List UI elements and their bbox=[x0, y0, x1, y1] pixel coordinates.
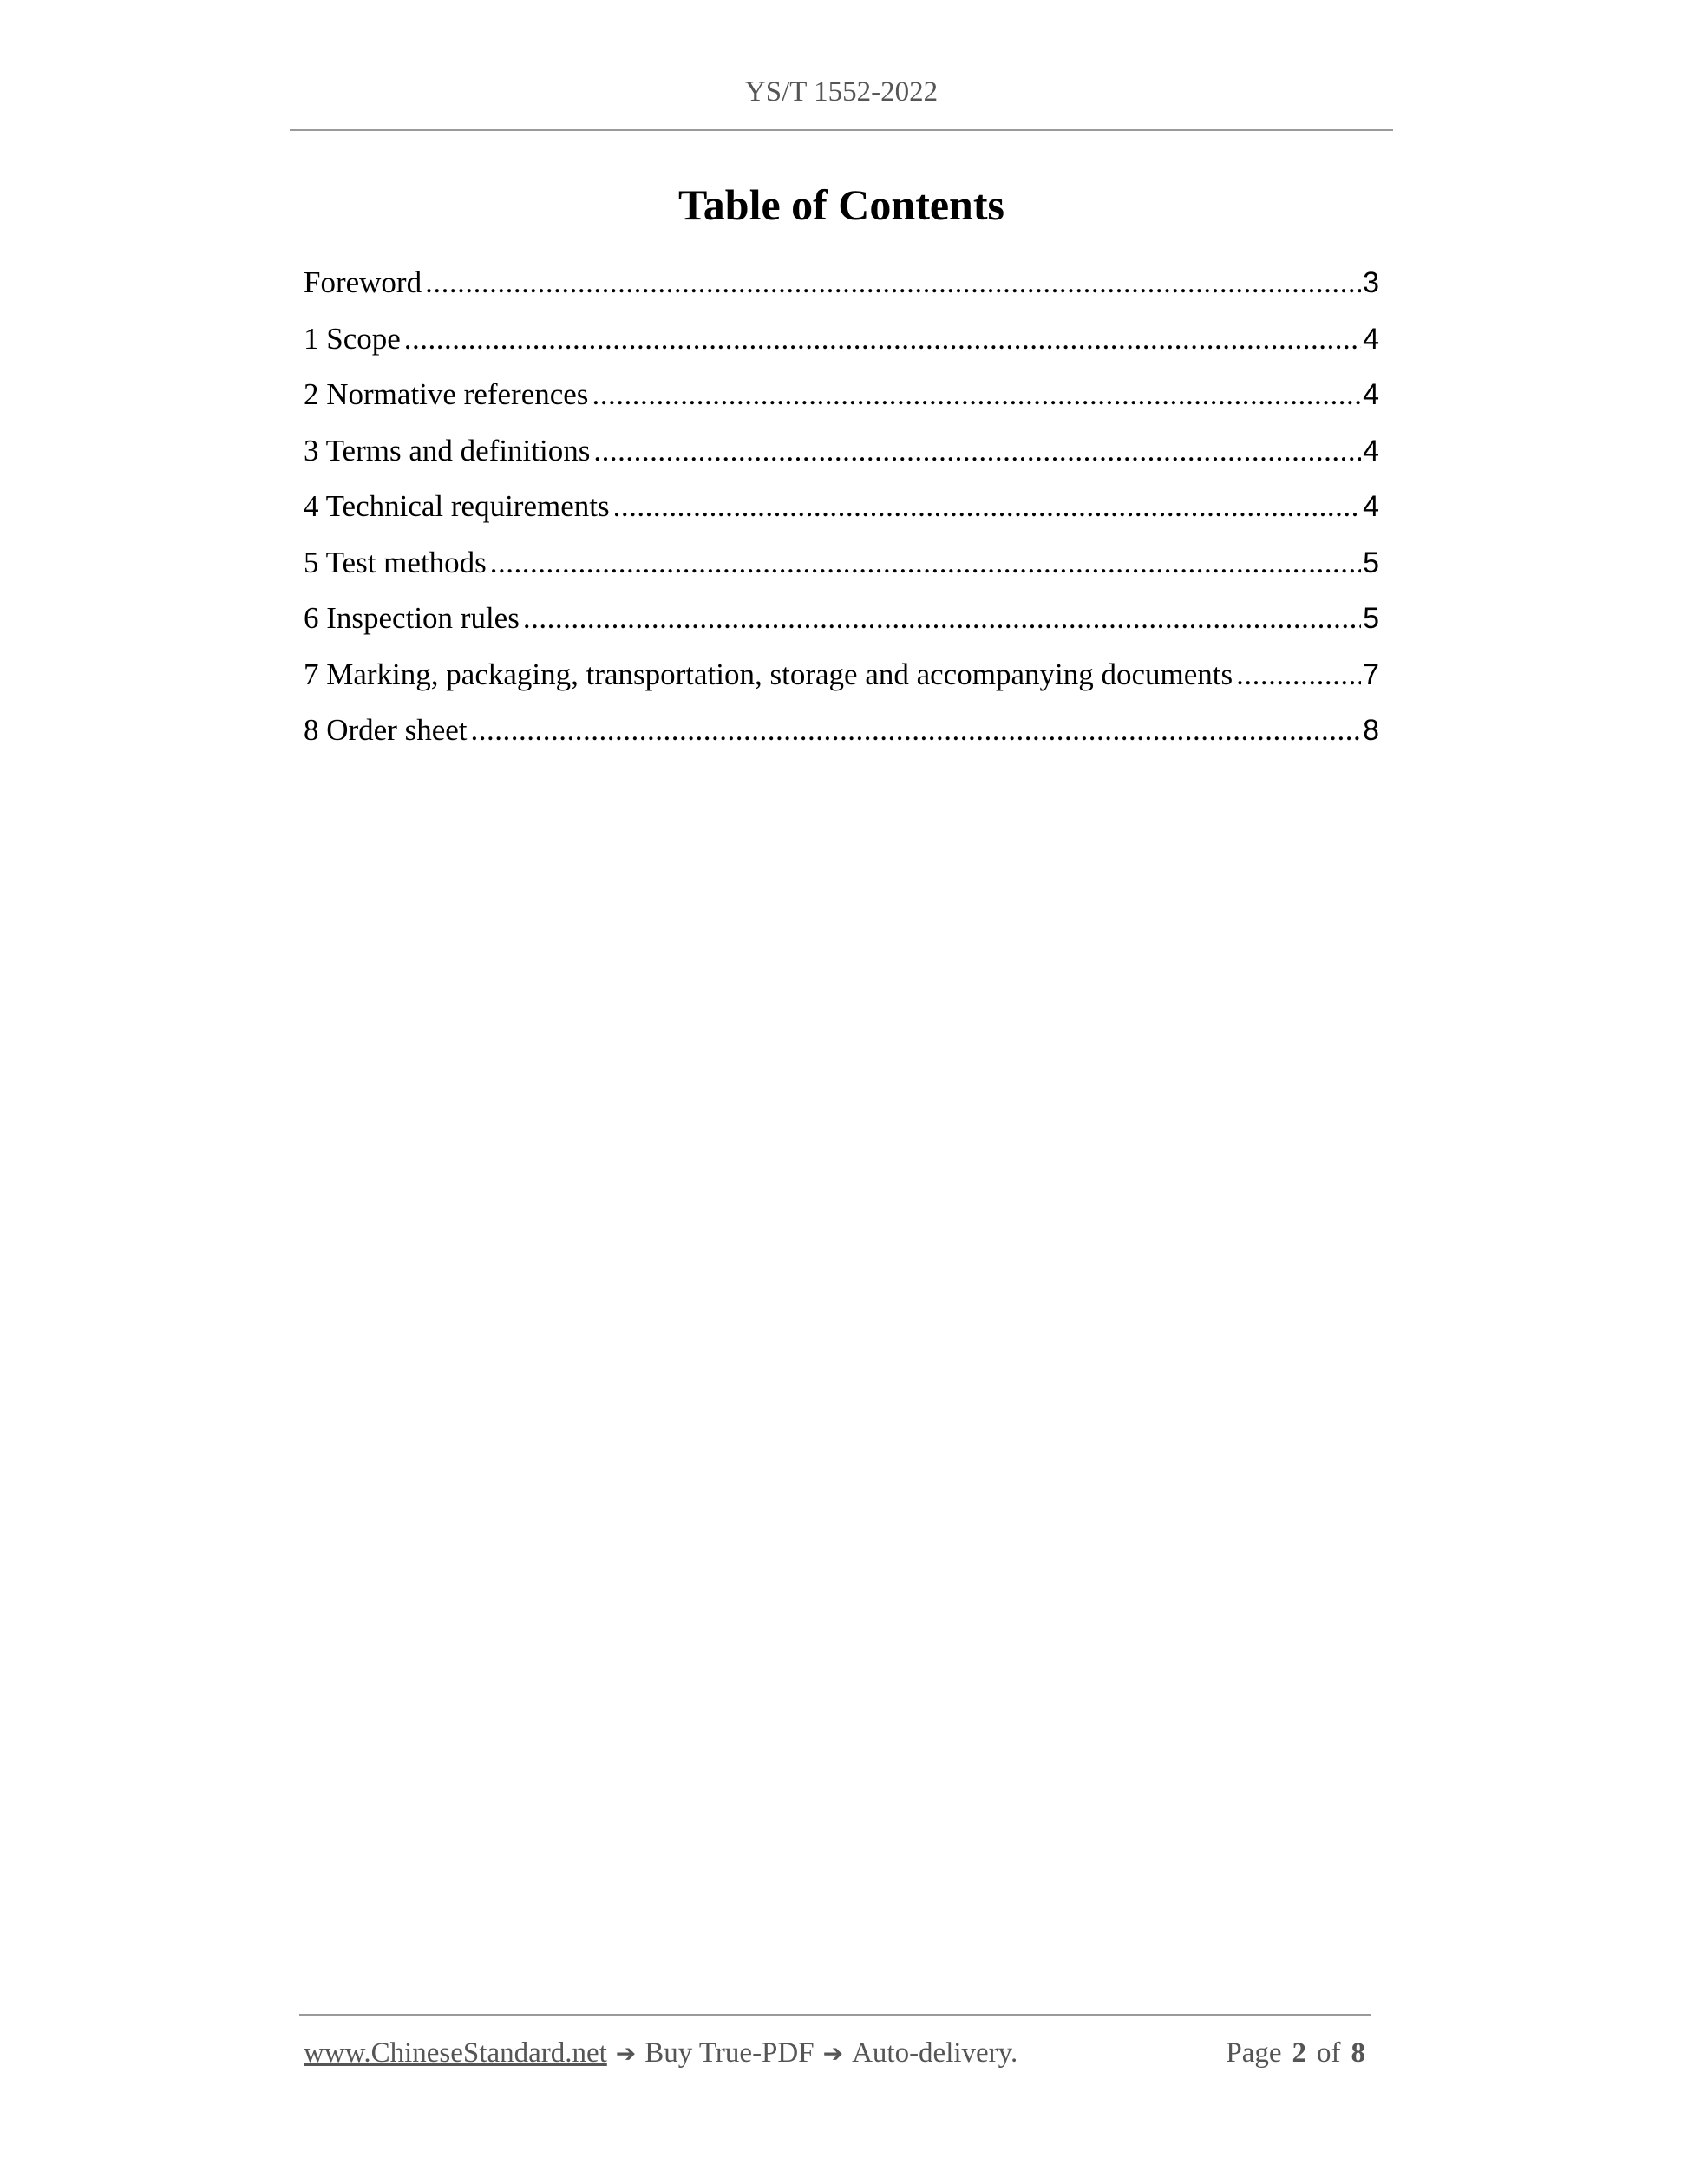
toc-entry-technical-requirements[interactable] bbox=[304, 482, 1379, 539]
toc-entry-terms-and-definitions[interactable] bbox=[304, 427, 1379, 483]
toc-entry-marking-packaging[interactable] bbox=[304, 651, 1379, 707]
right-arrow-icon: ➔ bbox=[615, 2039, 637, 2068]
toc-entry-label: 4 Technical requirements bbox=[304, 489, 610, 523]
toc-entry-label: 3 Terms and definitions bbox=[304, 433, 591, 468]
toc-entry-page: 4 bbox=[1363, 378, 1379, 411]
header-divider bbox=[290, 129, 1393, 131]
toc-entry-label: Foreword bbox=[304, 265, 422, 299]
standard-code: YS/T 1552-2022 bbox=[744, 76, 939, 108]
footer-divider bbox=[299, 2014, 1371, 2016]
toc-entry-label: 5 Test methods bbox=[304, 545, 487, 579]
toc-entry-label: 6 Inspection rules bbox=[304, 601, 520, 635]
toc-entry-label: 2 Normative references bbox=[304, 377, 589, 411]
footer-step-buy: Buy True-PDF bbox=[644, 2037, 815, 2069]
toc-entry-page: 4 bbox=[1363, 322, 1379, 356]
page-footer bbox=[304, 2031, 1371, 2075]
toc-entry-label: 8 Order sheet bbox=[304, 713, 468, 747]
toc-dot-leader bbox=[425, 258, 1361, 307]
toc-dot-leader bbox=[490, 539, 1361, 587]
toc-dot-leader bbox=[593, 427, 1361, 475]
of-word: of bbox=[1317, 2037, 1341, 2069]
toc-dot-leader bbox=[613, 482, 1361, 531]
page-counter bbox=[1226, 2031, 1365, 2075]
toc-entry-page: 5 bbox=[1363, 546, 1379, 579]
toc-entry-foreword[interactable] bbox=[304, 258, 1379, 315]
toc-entry-page: 7 bbox=[1363, 657, 1379, 691]
toc-entry-label: 7 Marking, packaging, transportation, storage and accompanying documents bbox=[304, 657, 1233, 691]
toc-entry-page: 3 bbox=[1363, 266, 1379, 299]
toc-entry-label: 1 Scope bbox=[304, 321, 401, 356]
toc-entry-test-methods[interactable] bbox=[304, 539, 1379, 595]
toc-dot-leader bbox=[404, 315, 1361, 363]
total-pages-number: 8 bbox=[1351, 2037, 1365, 2069]
toc-entry-page: 4 bbox=[1363, 434, 1379, 468]
site-link[interactable]: www.ChineseStandard.net bbox=[304, 2037, 607, 2069]
toc-entry-order-sheet[interactable] bbox=[304, 706, 1379, 762]
toc-title: Table of Contents bbox=[678, 180, 1004, 229]
toc-dot-leader bbox=[523, 594, 1361, 643]
page-word: Page bbox=[1226, 2037, 1282, 2069]
footer-promo bbox=[304, 2031, 1017, 2076]
toc-entry-page: 4 bbox=[1363, 490, 1379, 523]
toc-entry-scope[interactable] bbox=[304, 315, 1379, 371]
toc-dot-leader bbox=[592, 370, 1361, 419]
toc-entry-normative-references[interactable] bbox=[304, 370, 1379, 427]
right-arrow-icon: ➔ bbox=[822, 2039, 844, 2068]
page-header bbox=[290, 75, 1393, 109]
toc-list bbox=[304, 258, 1379, 762]
toc-entry-inspection-rules[interactable] bbox=[304, 594, 1379, 651]
toc-dot-leader bbox=[471, 706, 1362, 755]
current-page-number: 2 bbox=[1292, 2037, 1306, 2069]
toc-dot-leader bbox=[1236, 651, 1361, 699]
toc-entry-page: 8 bbox=[1363, 714, 1379, 747]
footer-step-delivery: Auto-delivery. bbox=[852, 2037, 1018, 2069]
toc-entry-page: 5 bbox=[1363, 602, 1379, 635]
